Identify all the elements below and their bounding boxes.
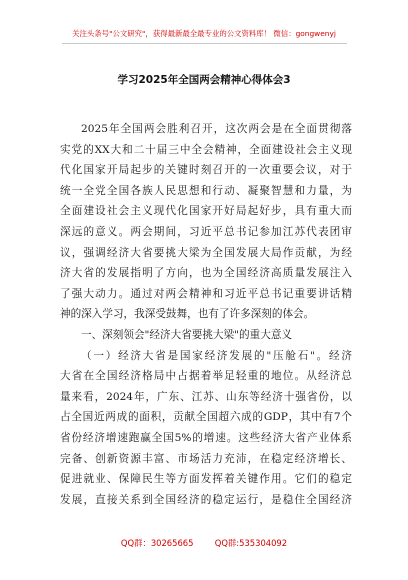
paragraph-line: （一）经济大省是国家经济发展的"压舱石"。经济 xyxy=(81,349,352,362)
paragraph-line: 济大省的发展指明了方向，也为全国经济高质量发展注入 xyxy=(60,267,352,280)
paragraph-line: 全面建设社会主义现代化国家开好局起好步，具有重大而 xyxy=(60,205,352,218)
paragraph-line: 完备、创新资源丰富、市场活力充沛，在稳定经济增长、 xyxy=(60,452,352,465)
document-title: 学习2025年全国两会精神心得体会3 xyxy=(117,74,291,86)
paragraph-line: 2025年全国两会胜利召开，这次两会是在全面贯彻落 xyxy=(81,123,352,135)
paragraph-line: 促进就业、保障民生等方面发挥着关键作用。它们的稳定 xyxy=(60,473,352,486)
section-heading: 一、深刻领会"经济大省要挑大梁"的重大意义 xyxy=(81,328,293,341)
paragraph-line: 了强大动力。通过对两会精神和习近平总书记重要讲话精 xyxy=(60,287,352,300)
paragraph-line: 代化国家开局起步的关键时刻召开的一次重要会议，对于 xyxy=(60,164,352,177)
paragraph-line: 神的深入学习，我深受鼓舞，也有了许多深刻的体会。 xyxy=(60,308,315,321)
header-banner: 关注头条号"公文研究"，获得最新最全最专业的公文资料库！ 微信：gongwenyj xyxy=(72,29,336,38)
header-divider xyxy=(62,43,347,44)
paragraph-line: 省份经济增速跑赢全国5%的增速。这些经济大省产业体系 xyxy=(60,431,352,444)
paragraph-line: 统一全党全国各族人民思想和行动、凝聚智慧和力量，为 xyxy=(60,184,352,197)
paragraph-line: 量来看，2024年，广东、江苏、山东等经济十强省份，以 xyxy=(60,390,352,403)
document-body xyxy=(60,119,352,510)
paragraph-line: 发展，直接关系到全国经济的稳定运行，是稳住全国经济 xyxy=(60,493,352,506)
paragraph-line: 占全国近两成的面积，贡献全国超六成的GDP，其中有7个 xyxy=(60,411,352,424)
paragraph-line: 大省在全国经济格局中占据着举足轻重的地位。从经济总 xyxy=(60,370,352,383)
paragraph-line: 实党的XX大和二十届三中全会精神，全面建设社会主义现 xyxy=(60,143,352,156)
footer-contact: QQ群：30265665 QQ群:535304092 xyxy=(120,538,288,548)
paragraph-line: 议，强调经济大省要挑大梁为全国发展大局作贡献，为经 xyxy=(60,246,352,259)
paragraph-line: 深远的意义。两会期间，习近平总书记参加江苏代表团审 xyxy=(60,225,352,238)
